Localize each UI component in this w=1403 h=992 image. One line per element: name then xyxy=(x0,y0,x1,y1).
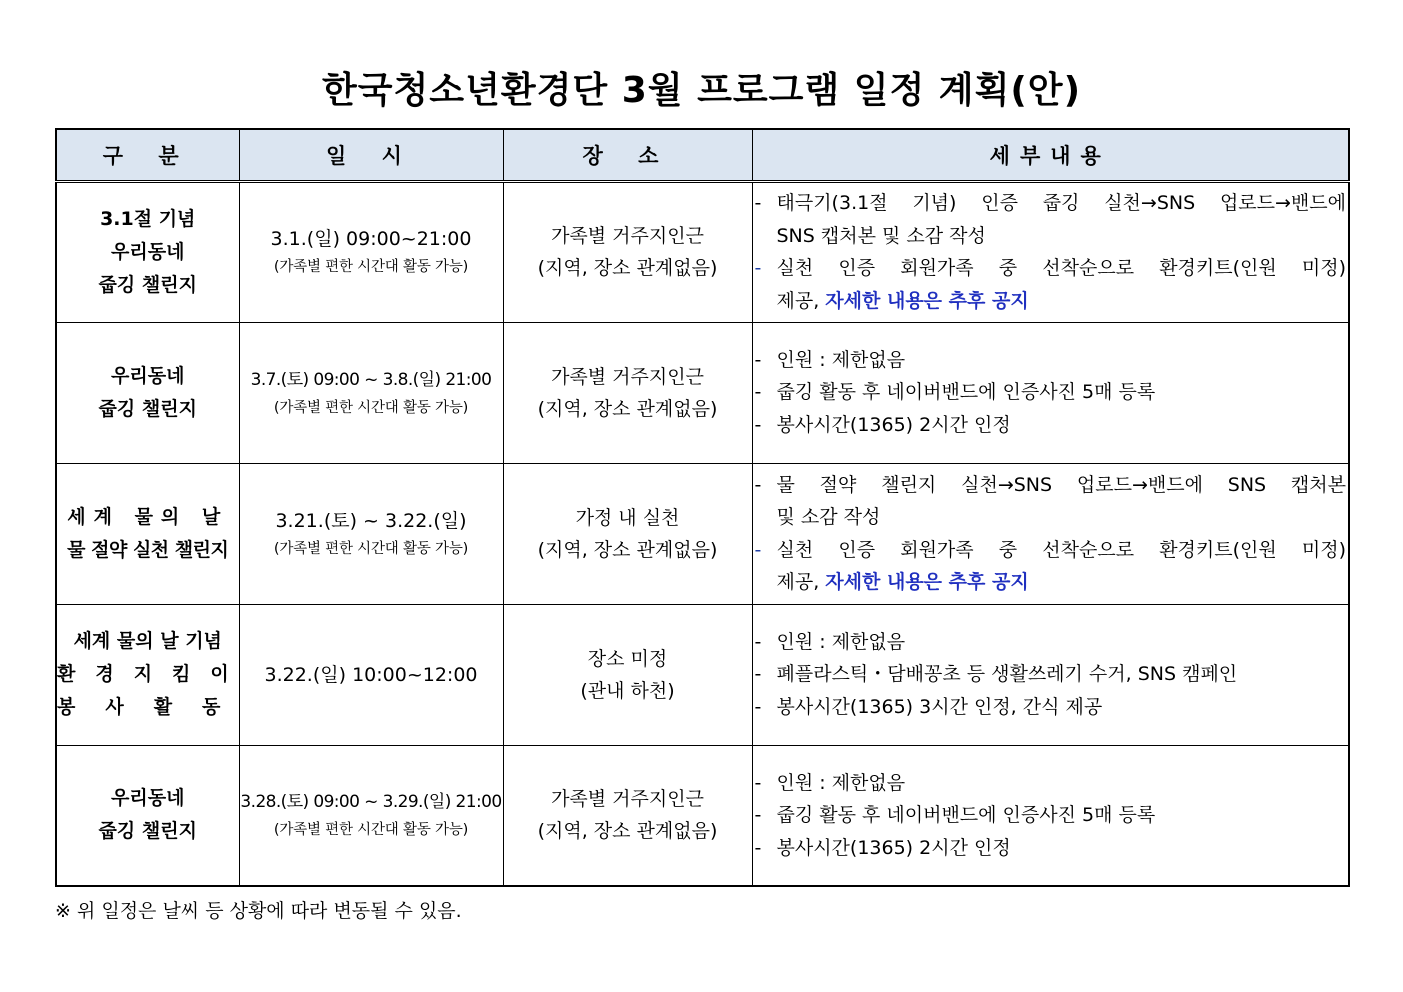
date-main: 3.22.(일) 10:00~12:00 xyxy=(264,663,478,686)
place-line: (지역, 장소 관계없음) xyxy=(537,397,718,420)
category-line: 세계 물의 날 기념 xyxy=(73,630,222,652)
category-line: 줍깅 챌린지 xyxy=(98,397,197,420)
detail-bullet xyxy=(755,344,1347,377)
place-line: 가족별 거주지인근 xyxy=(551,365,704,388)
table-row xyxy=(56,463,1349,604)
detail-text: 실천 인증 회원가족 중 선착순으로 환경키트(인원 미정) xyxy=(776,538,1346,561)
detail-bullet xyxy=(755,409,1347,442)
date-main: 3.28.(토) 09:00 ~ 3.29.(일) 21:00 xyxy=(240,792,502,813)
datetime-cell xyxy=(239,463,503,604)
category-line: 3.1절 기념 xyxy=(100,207,196,230)
detail-text: 봉사시간(1365) 2시간 인정 xyxy=(776,413,1011,436)
dash-marker: - xyxy=(754,804,762,826)
place-line: (관내 하천) xyxy=(580,679,675,702)
table-row xyxy=(56,604,1349,745)
dash-marker: - xyxy=(754,538,762,561)
dash-marker: - xyxy=(754,630,762,653)
dash-marker: - xyxy=(754,381,762,404)
table-header-row xyxy=(56,129,1349,181)
category-cell xyxy=(56,463,239,604)
category-line: 물 절약 실천 챌린지 xyxy=(67,538,229,561)
header-detail: 세부내용 xyxy=(752,129,1349,181)
detail-cell xyxy=(752,745,1349,886)
detail-bullet xyxy=(755,469,1347,502)
datetime-cell xyxy=(239,181,503,322)
detail-bullet xyxy=(755,252,1347,285)
date-main: 3.1.(일) 09:00~21:00 xyxy=(270,228,472,250)
place-line: 가족별 거주지인근 xyxy=(551,225,704,247)
detail-text: 줍깅 활동 후 네이버밴드에 인증사진 5매 등록 xyxy=(776,804,1156,826)
datetime-cell xyxy=(239,322,503,463)
detail-continuation xyxy=(755,566,1347,599)
dash-marker: - xyxy=(754,473,762,496)
place-line: (지역, 장소 관계없음) xyxy=(537,257,718,279)
category-cell xyxy=(56,745,239,886)
detail-text: 인원 : 제한없음 xyxy=(776,348,906,371)
dash-marker: - xyxy=(754,413,762,436)
date-main: 3.7.(토) 09:00 ~ 3.8.(일) 21:00 xyxy=(250,369,492,390)
dash-marker: - xyxy=(754,192,762,214)
table-row xyxy=(56,322,1349,463)
schedule-table xyxy=(55,128,1350,887)
detail-bullet xyxy=(755,187,1347,220)
notice-text: 자세한 내용은 추후 공지 xyxy=(825,571,1029,593)
place-line: (지역, 장소 관계없음) xyxy=(537,820,718,843)
place-cell xyxy=(503,604,752,745)
place-line: 가정 내 실천 xyxy=(575,506,680,529)
detail-cell xyxy=(752,463,1349,604)
category-line: 줍깅 챌린지 xyxy=(98,820,197,843)
dash-marker: - xyxy=(754,348,762,371)
header-category: 구 분 xyxy=(56,129,239,181)
detail-bullet xyxy=(755,691,1347,724)
category-line: 줍깅 챌린지 xyxy=(98,273,197,296)
detail-text: 인원 : 제한없음 xyxy=(776,771,906,794)
date-main: 3.21.(토) ~ 3.22.(일) xyxy=(275,509,467,532)
place-cell xyxy=(503,181,752,322)
header-place: 장 소 xyxy=(503,129,752,181)
datetime-cell xyxy=(239,745,503,886)
detail-text: 인원 : 제한없음 xyxy=(776,630,906,653)
detail-continuation: SNS 캡처본 및 소감 작성 xyxy=(776,224,986,247)
date-sub: (가족별 편한 시간대 활동 가능) xyxy=(273,822,469,839)
notice-text: 자세한 내용은 추후 공지 xyxy=(825,289,1029,312)
footnote: ※ 위 일정은 날씨 등 상황에 따라 변동될 수 있음. xyxy=(55,900,462,922)
place-cell xyxy=(503,463,752,604)
date-sub: (가족별 편한 시간대 활동 가능) xyxy=(273,540,469,557)
detail-text: 제공, xyxy=(776,571,826,593)
detail-continuation: 및 소감 작성 xyxy=(776,506,881,528)
place-cell xyxy=(503,322,752,463)
detail-bullet xyxy=(755,767,1347,800)
dash-marker: - xyxy=(754,836,762,859)
table-row xyxy=(56,745,1349,886)
category-line: 우리동네 xyxy=(111,364,185,387)
category-cell xyxy=(56,322,239,463)
detail-cell xyxy=(752,604,1349,745)
date-sub: (가족별 편한 시간대 활동 가능) xyxy=(273,399,469,416)
table-row xyxy=(56,181,1349,322)
detail-bullet xyxy=(755,658,1347,691)
category-line: 환경지킴이 xyxy=(57,663,249,685)
detail-text: 실천 인증 회원가족 중 선착순으로 환경키트(인원 미정) xyxy=(776,257,1346,279)
detail-bullet xyxy=(755,799,1347,832)
category-cell xyxy=(56,181,239,322)
detail-text: 태극기(3.1절 기념) 인증 줍깅 실천→SNS 업로드→밴드에 xyxy=(776,192,1346,214)
dash-marker: - xyxy=(754,663,762,686)
detail-text: 폐플라스틱・담배꽁초 등 생활쓰레기 수거, SNS 캠페인 xyxy=(776,663,1238,686)
detail-text: 제공, xyxy=(776,289,826,312)
category-line: 봉사활동 xyxy=(57,696,251,718)
datetime-cell xyxy=(239,604,503,745)
category-line: 세계 물의 날 xyxy=(67,505,229,528)
detail-bullet xyxy=(755,534,1347,567)
dash-marker: - xyxy=(754,257,762,279)
detail-cell xyxy=(752,322,1349,463)
detail-bullet xyxy=(755,376,1347,409)
document-title: 한국청소년환경단 3월 프로그램 일정 계획(안) xyxy=(321,70,1082,111)
dash-marker: - xyxy=(754,771,762,794)
detail-text: 줍깅 활동 후 네이버밴드에 인증사진 5매 등록 xyxy=(776,381,1156,404)
place-line: 장소 미정 xyxy=(587,647,668,670)
header-datetime: 일 시 xyxy=(239,129,503,181)
category-cell xyxy=(56,604,251,745)
detail-continuation xyxy=(755,285,1347,318)
place-cell xyxy=(503,745,752,886)
category-line: 우리동네 xyxy=(111,787,185,810)
dash-marker: - xyxy=(754,695,762,718)
detail-text: 봉사시간(1365) 2시간 인정 xyxy=(776,836,1011,859)
place-line: 가족별 거주지인근 xyxy=(551,788,704,811)
detail-cell xyxy=(752,181,1349,322)
detail-bullet xyxy=(755,832,1347,865)
detail-text: 물 절약 챌린지 실천→SNS 업로드→밴드에 SNS 캡처본 xyxy=(776,473,1346,496)
place-line: (지역, 장소 관계없음) xyxy=(537,538,718,561)
date-sub: (가족별 편한 시간대 활동 가능) xyxy=(273,259,469,275)
category-line: 우리동네 xyxy=(111,240,185,263)
detail-bullet xyxy=(755,626,1347,659)
detail-text: 봉사시간(1365) 3시간 인정, 간식 제공 xyxy=(776,695,1103,718)
